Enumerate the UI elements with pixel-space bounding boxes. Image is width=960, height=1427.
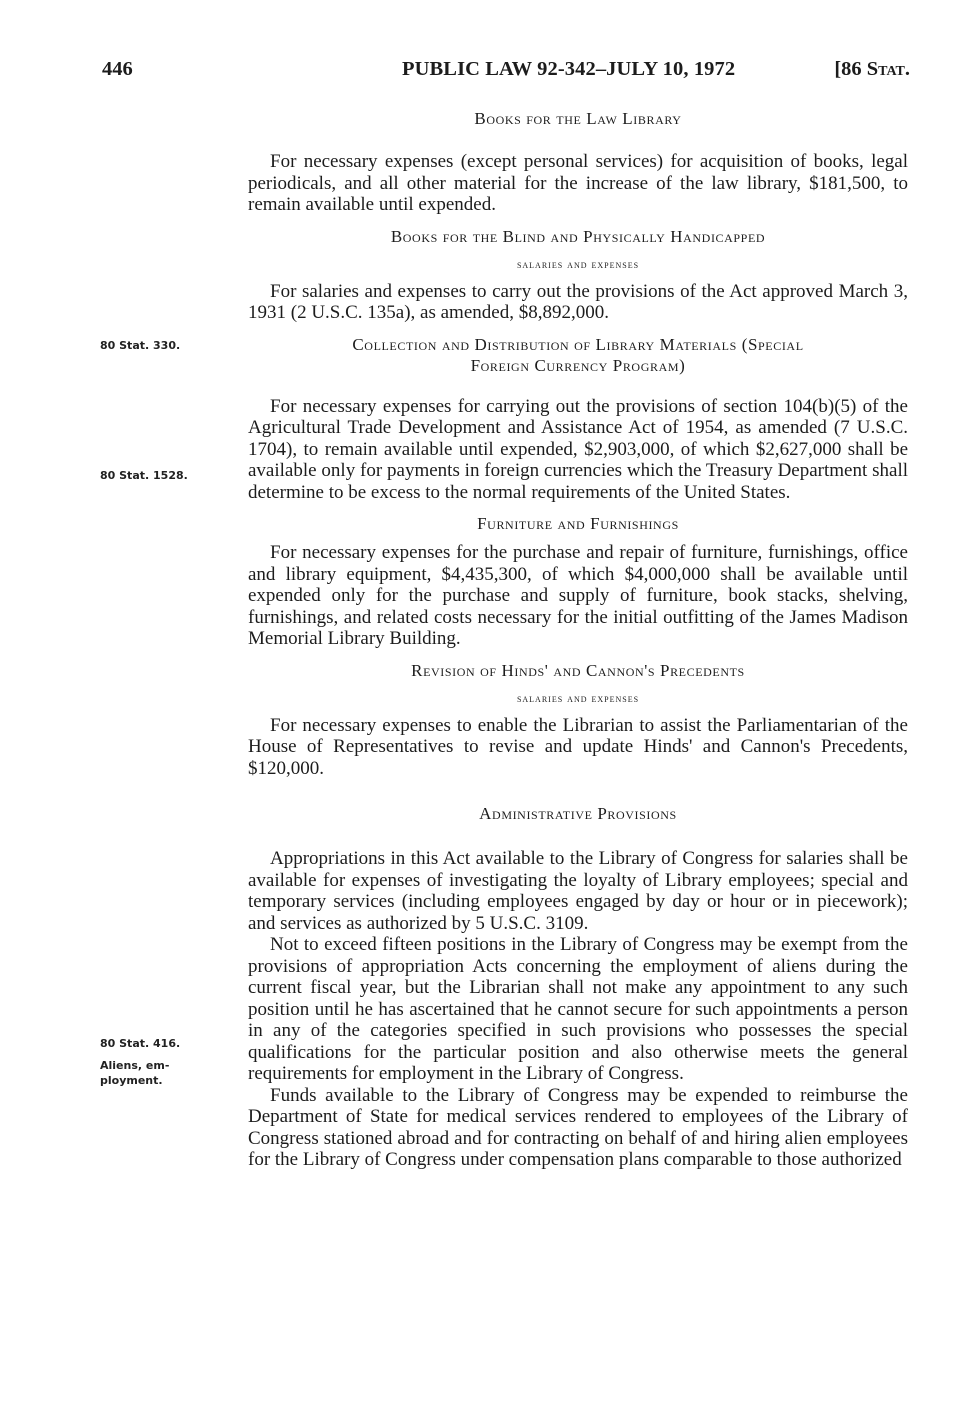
page-header	[102, 58, 910, 88]
paragraph-admin-funds: Funds available to the Library of Congress may be expended to reimburse the Department of State for medical services rendered to employees of the Library of Congress stationed abroad and for contracting on behalf of and hiring alien employees for the Library of Congress under compensation plans comparable to those authorized	[248, 1084, 908, 1170]
statute-label: Stat.	[866, 58, 910, 80]
section-heading-law-library: Books for the Law Library	[474, 109, 682, 128]
subheading-hinds-salaries: salaries and expenses	[516, 690, 640, 705]
subheading-blind-salaries: salaries and expenses	[516, 256, 640, 271]
paragraph-collection: For necessary expenses for carrying out the provisions of section 104(b)(5) of the Agricultural Trade Development and Assistance Act of 1954, as amended (7 U.S.C. 1704), to remain available until expended, $2,903,000, of which $2,627,000 shall be available only for payments in foreign currencies which the Treasury Department shall determine to be excess to the normal requirements of the United States.	[248, 395, 908, 503]
section-heading-collection	[248, 334, 908, 376]
statute-prefix: [86	[834, 58, 867, 80]
section-heading-hinds: Revision of Hinds' and Cannon's Precedents	[411, 660, 745, 680]
running-title: PUBLIC LAW 92-342–JULY 10, 1972	[402, 58, 736, 80]
paragraph-hinds: For necessary expenses to enable the Librarian to assist the Parliamentarian of the House of Representatives to revise and update Hinds' and Cannon's Precedents, $120,000.	[248, 714, 908, 779]
marginal-note-stat-1528: 80 Stat. 1528.	[100, 469, 188, 482]
section-heading-blind: Books for the Blind and Physically Handicapped	[390, 226, 766, 246]
marginal-note-aliens-line2: ployment.	[100, 1074, 163, 1087]
paragraph-blind: For salaries and expenses to carry out the provisions of the Act approved March 3, 1931 (2 U.S.C. 135a), as amended, $8,892,000.	[248, 280, 908, 323]
section-heading-furniture: Furniture and Furnishings	[477, 514, 679, 533]
section-heading-administrative: Administrative Provisions	[479, 804, 677, 823]
marginal-note-stat-416: 80 Stat. 416.	[100, 1037, 181, 1050]
marginal-note-stat-330: 80 Stat. 330.	[100, 339, 181, 352]
section-heading-collection-line1: Collection and Distribution of Library Materials (Special	[352, 334, 804, 354]
marginal-note-aliens-line1: Aliens, em-	[100, 1059, 170, 1072]
paragraph-admin-aliens: Not to exceed fifteen positions in the Library of Congress may be exempt from the provisions of appropriation Acts concerning the employment of aliens during the current fiscal year, but the Librarian shall not make any appointment to any such position until he has ascertained that he cannot secure for such appointments a person in any of the categories specified in such provisions who possesses the special qualifications for the particular position and also otherwise meets the general requirements for employment in the Library of Congress.	[248, 934, 908, 1084]
statute-reference	[834, 58, 910, 81]
paragraph-furniture: For necessary expenses for the purchase and repair of furniture, furnishings, office and library equipment, $4,435,300, of which $4,000,000 shall be available until expended only for the purchase and supply of furniture, book stacks, shelving, furnishings, and related costs necessary for the initial outfitting of the James Madison Memorial Library Building.	[248, 542, 908, 649]
marginal-note-aliens	[100, 1058, 220, 1088]
section-heading-collection-line2: Foreign Currency Program)	[470, 355, 686, 375]
paragraph-law-library: For necessary expenses (except personal services) for acquisition of books, legal periodicals, and all other material for the increase of the law library, $181,500, to remain available until expended.	[248, 151, 908, 215]
document-body	[248, 108, 908, 1171]
paragraph-admin-loyalty: Appropriations in this Act available to the Library of Congress for salaries shall be available for expenses of investigating the loyalty of Library employees; special and temporary services (including employees engaged by day or hour or in piecework); and services as authorized by 5 U.S.C. 3109.	[248, 848, 908, 934]
page-number: 446	[102, 58, 133, 80]
